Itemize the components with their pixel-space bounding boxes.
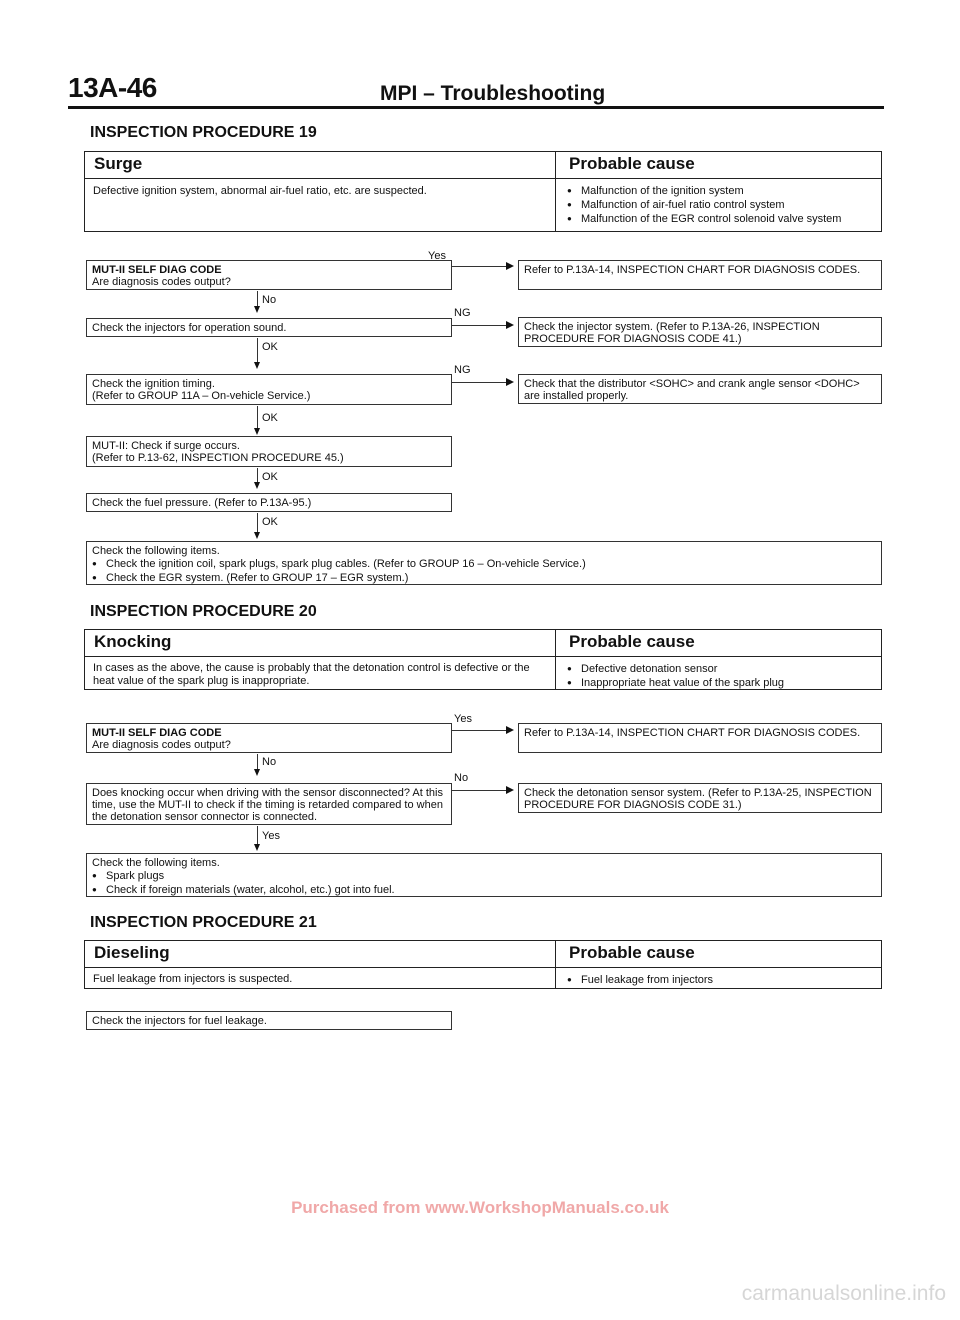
flow-connector — [452, 325, 508, 326]
arrow-down-icon — [254, 769, 260, 776]
flow-connector — [452, 730, 508, 731]
no-label: No — [262, 294, 277, 306]
no-label: No — [454, 772, 469, 784]
arrow-down-icon — [254, 306, 260, 313]
arrow-right-icon — [506, 726, 514, 734]
symptom-title: Knocking — [94, 632, 172, 651]
arrow-right-icon — [506, 321, 514, 329]
footer-site-text: carmanualsonline.info — [741, 1282, 946, 1305]
flow-connector — [257, 406, 258, 430]
arrow-down-icon — [254, 532, 260, 539]
flow-box-text: Check the injector system. (Refer to P.13A-26, INSPECTION PROCEDURE FOR DIAGNOSIS CODE 41.) — [524, 321, 820, 345]
ok-label: OK — [262, 341, 278, 353]
ok-label: OK — [262, 516, 278, 528]
flow-box-fuel-pressure — [86, 493, 452, 512]
symptom-description: In cases as the above, the cause is probably that the detonation control is defective or the heat value of the spark plug is inappropriate. — [93, 662, 530, 687]
check-item: ● Check if foreign materials (water, alcohol, etc.) got into fuel. — [92, 883, 876, 897]
flow-connector — [452, 790, 508, 791]
cause-item: ● Inappropriate heat value of the spark plug — [567, 676, 784, 690]
flow-box-diag-code — [86, 260, 452, 290]
check-item: ● Spark plugs — [92, 869, 876, 883]
symptom-description: Fuel leakage from injectors is suspected. — [93, 973, 293, 985]
flow-box-text: (Refer to P.13-62, INSPECTION PROCEDURE 45.) — [92, 452, 344, 464]
flow-box-injector-sound — [86, 318, 452, 337]
symptom-description: Defective ignition system, abnormal air-fuel ratio, etc. are suspected. — [93, 185, 427, 197]
flow-box-text: Check the detonation sensor system. (Refer to P.13A-25, INSPECTION PROCEDURE FOR DIAGNOSIS CODE 31.) — [524, 787, 872, 811]
procedure-19-heading: INSPECTION PROCEDURE 19 — [90, 124, 317, 141]
cause-item: ● Defective detonation sensor — [567, 662, 784, 676]
flow-box-text: Does knocking occur when driving with the sensor disconnected? At this time, use the MUT-II to check if the timing is retarded compared to when the detonation sensor connector is connected. — [92, 787, 443, 823]
flow-box-text: Check that the distributor <SOHC> and crank angle sensor <DOHC> are installed properly. — [524, 378, 860, 402]
flow-box-title: MUT-II SELF DIAG CODE — [92, 727, 222, 739]
symptom-title: Dieseling — [94, 943, 170, 962]
yes-label: Yes — [454, 713, 472, 725]
procedure-20-heading: INSPECTION PROCEDURE 20 — [90, 603, 317, 620]
arrow-down-icon — [254, 428, 260, 435]
table-header — [85, 941, 881, 968]
flow-box-fuel-leakage — [86, 1011, 452, 1030]
flow-result-box — [518, 317, 882, 347]
flow-box-text: Check the ignition timing. — [92, 378, 215, 390]
flow-box-diag-code — [86, 723, 452, 753]
table-header — [85, 630, 881, 657]
column-divider — [555, 152, 556, 231]
procedure-21-heading: INSPECTION PROCEDURE 21 — [90, 914, 317, 931]
probable-cause-list — [567, 662, 784, 690]
procedure-21-summary-table — [84, 940, 882, 989]
check-item: ● Check the EGR system. (Refer to GROUP 17 – EGR system.) — [92, 571, 876, 585]
check-item: ● Check the ignition coil, spark plugs, spark plug cables. (Refer to GROUP 16 – On-vehicle Service.) — [92, 557, 876, 571]
flow-connector — [257, 513, 258, 534]
flow-box-surge-check — [86, 436, 452, 467]
ok-label: OK — [262, 471, 278, 483]
flow-box-title: MUT-II SELF DIAG CODE — [92, 264, 222, 276]
arrow-right-icon — [506, 262, 514, 270]
yes-label: Yes — [428, 250, 446, 262]
cause-item: ● Malfunction of air-fuel ratio control system — [567, 198, 841, 212]
flow-box-text: MUT-II: Check if surge occurs. — [92, 440, 240, 452]
flow-connector — [257, 826, 258, 846]
arrow-down-icon — [254, 844, 260, 851]
flow-connector — [257, 338, 258, 364]
table-header — [85, 152, 881, 179]
flow-box-text: Refer to P.13A-14, INSPECTION CHART FOR DIAGNOSIS CODES. — [524, 727, 861, 739]
flow-box-text: Refer to P.13A-14, INSPECTION CHART FOR DIAGNOSIS CODES. — [524, 264, 861, 276]
flow-box-text: (Refer to GROUP 11A – On-vehicle Service.) — [92, 390, 311, 402]
ng-label: NG — [454, 307, 471, 319]
procedure-19-summary-table — [84, 151, 882, 232]
flow-box-ignition-timing — [86, 374, 452, 405]
arrow-down-icon — [254, 362, 260, 369]
flow-box-text: Check the injectors for fuel leakage. — [92, 1015, 267, 1027]
flow-result-box — [518, 783, 882, 813]
flow-box-text: Check the following items. — [92, 857, 220, 869]
check-item-list — [92, 557, 876, 585]
flow-connector — [452, 382, 508, 383]
flow-box-following-items — [86, 853, 882, 897]
column-divider — [555, 630, 556, 689]
page-title: MPI – Troubleshooting — [380, 82, 606, 105]
probable-cause-list — [567, 184, 841, 226]
cause-item: ● Malfunction of the EGR control solenoid valve system — [567, 212, 841, 226]
flow-result-box — [518, 374, 882, 404]
flow-box-knocking-check — [86, 783, 452, 825]
probable-cause-title: Probable cause — [569, 632, 695, 651]
symptom-title: Surge — [94, 154, 143, 173]
arrow-right-icon — [506, 786, 514, 794]
yes-label: Yes — [262, 830, 280, 842]
flow-box-following-items — [86, 541, 882, 585]
flow-box-text: Check the fuel pressure. (Refer to P.13A-95.) — [92, 497, 312, 509]
flow-box-text: Are diagnosis codes output? — [92, 739, 231, 751]
check-item-list — [92, 869, 876, 897]
watermark-text: Purchased from www.WorkshopManuals.co.uk — [291, 1198, 669, 1217]
header-rule — [68, 106, 884, 109]
page-number: 13A-46 — [68, 72, 157, 103]
arrow-right-icon — [506, 378, 514, 386]
column-divider — [555, 941, 556, 988]
flow-box-text: Check the injectors for operation sound. — [92, 322, 287, 334]
cause-item: ● Malfunction of the ignition system — [567, 184, 841, 198]
probable-cause-list — [567, 973, 713, 987]
probable-cause-title: Probable cause — [569, 154, 695, 173]
cause-item: ● Fuel leakage from injectors — [567, 973, 713, 987]
flow-result-box — [518, 260, 882, 290]
ng-label: NG — [454, 364, 471, 376]
procedure-20-summary-table — [84, 629, 882, 690]
flow-connector — [452, 266, 508, 267]
flow-box-text: Are diagnosis codes output? — [92, 276, 231, 288]
flow-result-box — [518, 723, 882, 753]
no-label: No — [262, 756, 277, 768]
ok-label: OK — [262, 412, 278, 424]
flow-box-text: Check the following items. — [92, 545, 220, 557]
arrow-down-icon — [254, 482, 260, 489]
probable-cause-title: Probable cause — [569, 943, 695, 962]
